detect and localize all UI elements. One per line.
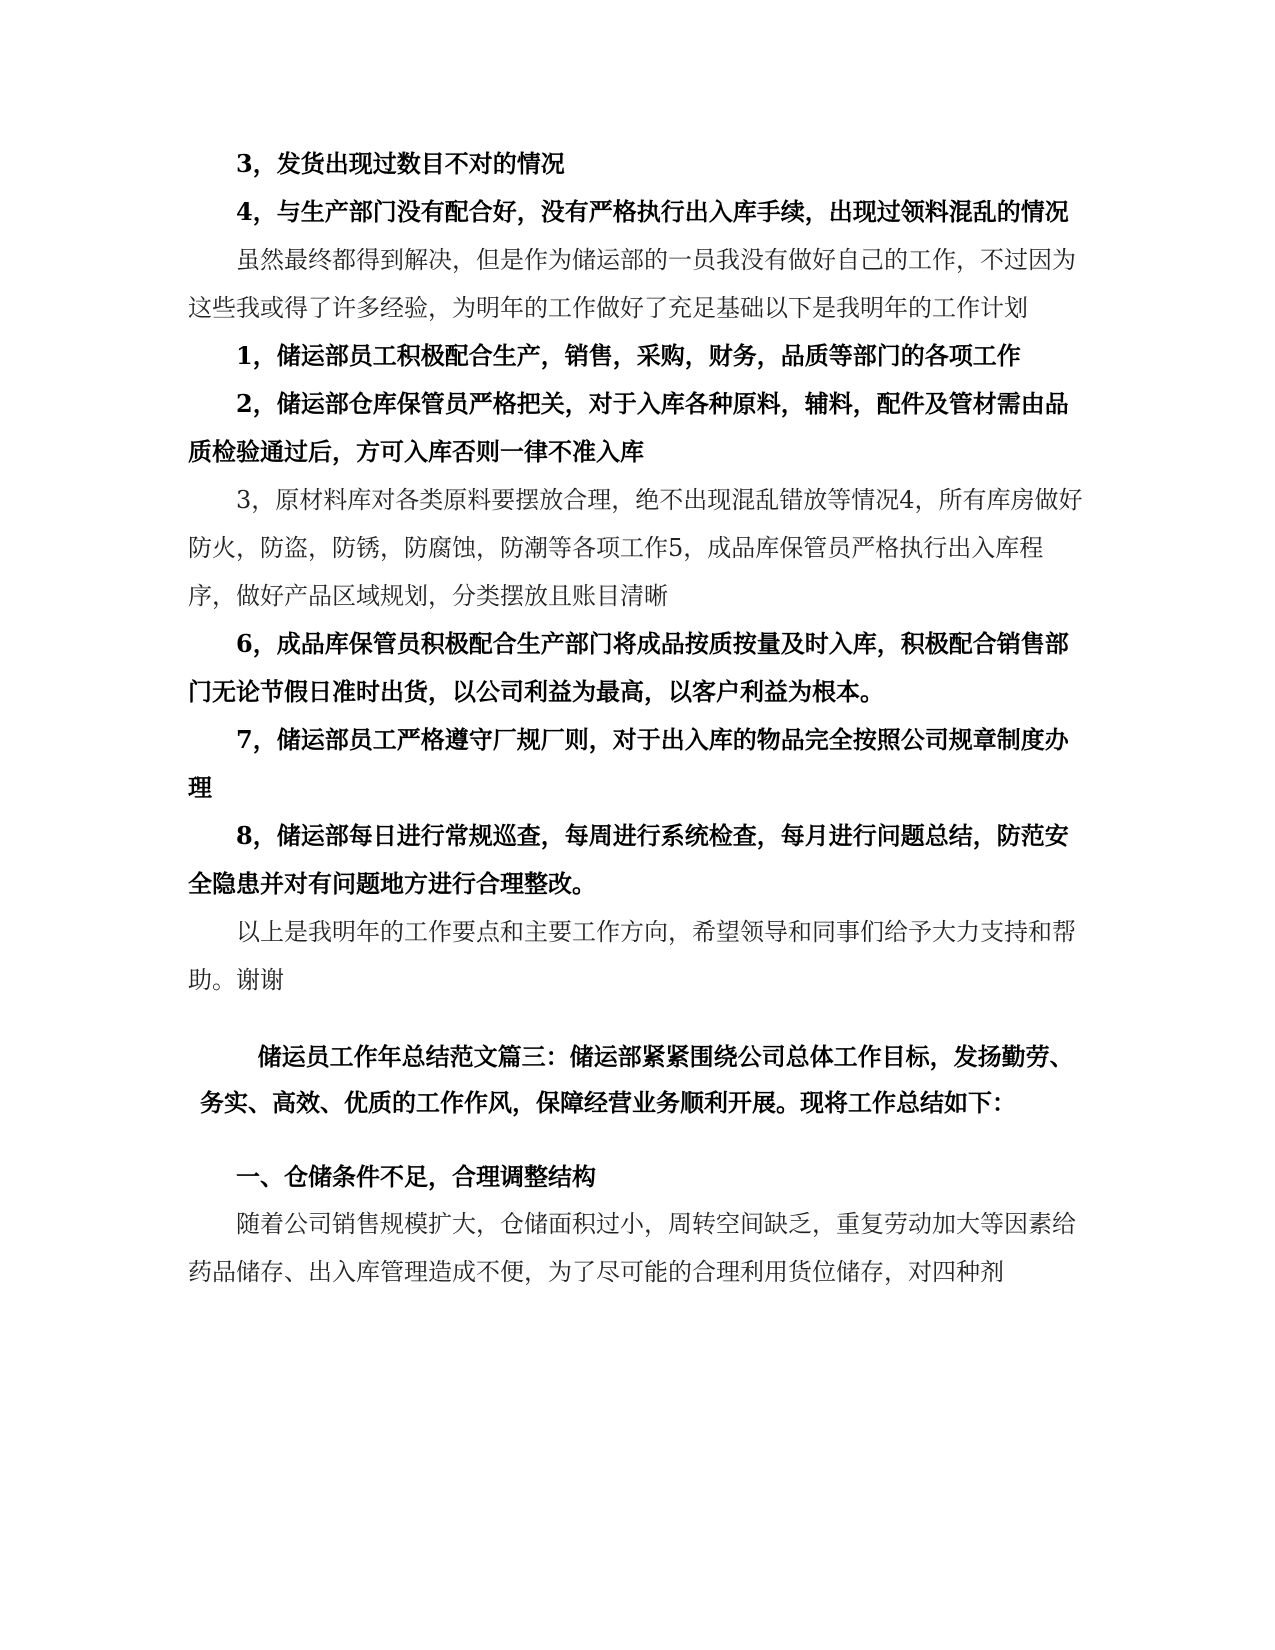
final-paragraph: 随着公司销售规模扩大，仓储面积过小，周转空间缺乏，重复劳动加大等因素给药品储存、出入库管理造成不便，为了尽可能的合理利用货位储存，对四种剂 (188, 1210, 1076, 1286)
plan-item-8: 8，储运部每日进行常规巡查，每周进行系统检查，每月进行问题总结，防范安全隐患并对有问题地方进行合理整改。 (188, 821, 1069, 898)
plan-item-7: 7，储运部员工严格遵守厂规厂则，对于出入库的物品完全按照公司规章制度办理 (188, 725, 1069, 802)
plan-items-3-5: 3，原材料库对各类原料要摆放合理，绝不出现混乱错放等情况4，所有库房做好防火，防盗，防锈，防腐蚀，防潮等各项工作5，成品库保管员严格执行出入库程序，做好产品区域规划，分类摆放且账目清晰 (188, 486, 1083, 610)
section-title: 储运员工作年总结范文篇三：储运部紧紧围绕公司总体工作目标，发扬勤劳、务实、高效、优质的工作作风，保障经营业务顺利开展。现将工作总结如下： (200, 1042, 1074, 1117)
document-body (188, 140, 1088, 1296)
paragraph-summary: 虽然最终都得到解决，但是作为储运部的一员我没有做好自己的工作，不过因为这些我或得了许多经验，为明年的工作做好了充足基础以下是我明年的工作计划 (188, 246, 1076, 322)
plan-item-6: 6，成品库保管员积极配合生产部门将成品按质按量及时入库，积极配合销售部门无论节假日准时出货，以公司利益为最高，以客户利益为根本。 (188, 629, 1069, 706)
paragraph-item-4: 4，与生产部门没有配合好，没有严格执行出入库手续，出现过领料混乱的情况 (236, 197, 1069, 226)
subheading: 一、仓储条件不足，合理调整结构 (236, 1162, 596, 1191)
closing-paragraph: 以上是我明年的工作要点和主要工作方向，希望领导和同事们给予大力支持和帮助。谢谢 (188, 918, 1076, 994)
plan-item-2: 2，储运部仓库保管员严格把关，对于入库各种原料，辅料，配件及管材需由品质检验通过后，方可入库否则一律不准入库 (188, 389, 1069, 466)
paragraph-item-3: 3，发货出现过数目不对的情况 (236, 149, 565, 178)
plan-item-1: 1，储运部员工积极配合生产，销售，采购，财务，品质等部门的各项工作 (236, 341, 1021, 370)
